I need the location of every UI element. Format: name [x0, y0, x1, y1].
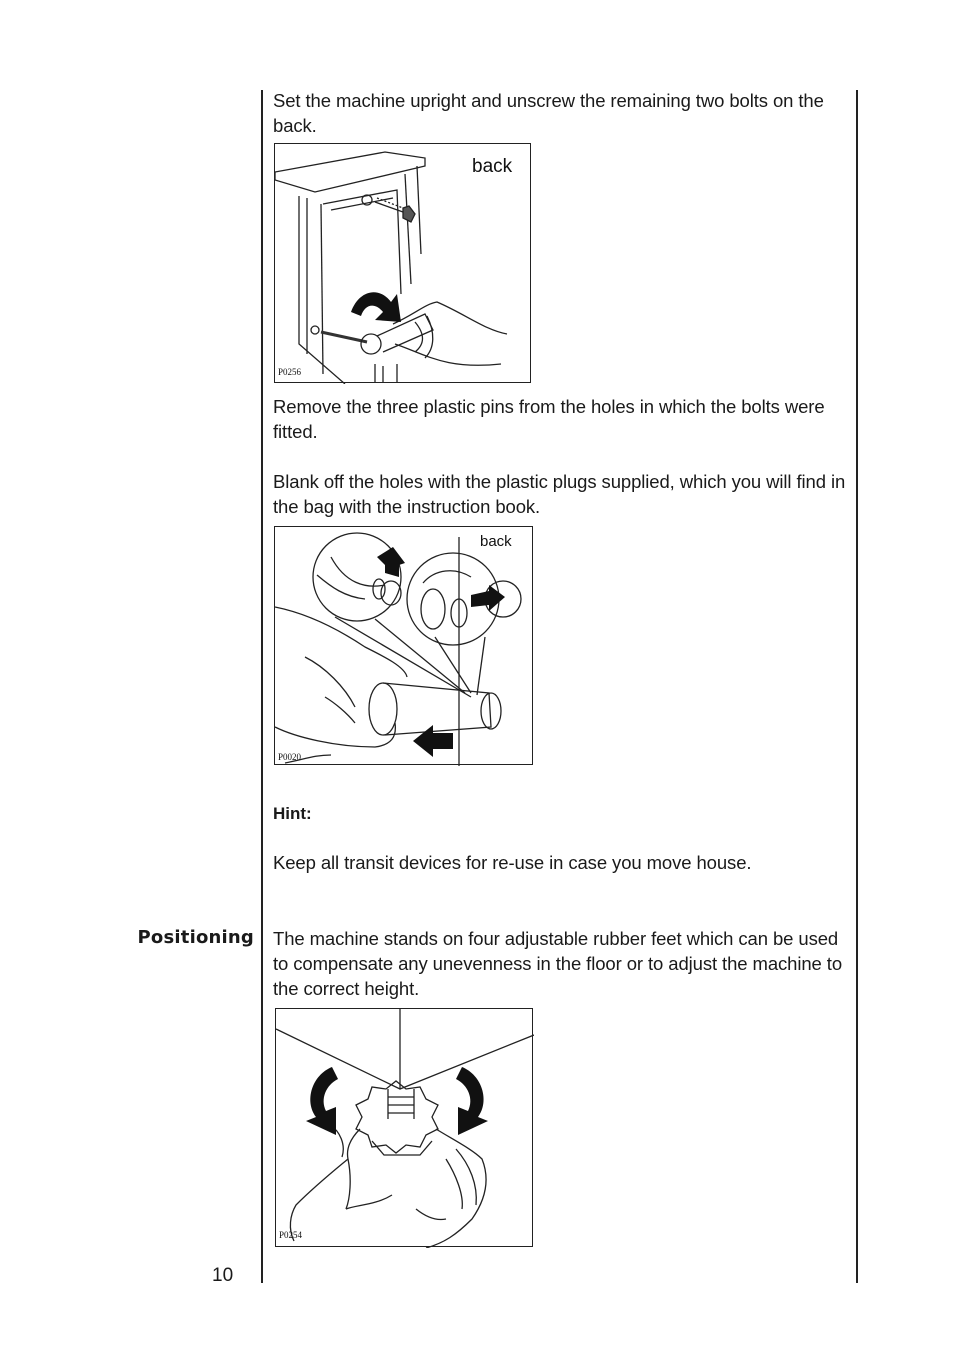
figure-code: P0256 — [278, 367, 302, 377]
left-margin-rule — [261, 90, 263, 1283]
paragraph-hint-text: Keep all transit devices for re-use in case you move house. — [273, 852, 752, 873]
paragraph-adjustable-feet: The machine stands on four adjustable rubber feet which can be used to compensate any unevenness in the floor or to adjust the machine to the correct height. — [273, 928, 843, 999]
paragraph-blank-holes: Blank off the holes with the plastic plugs supplied, which you will find in the bag with the instruction book. — [273, 471, 846, 517]
right-margin-rule — [856, 90, 858, 1283]
adjustable-foot-illustration — [276, 1009, 534, 1248]
figure-label-back: back — [480, 533, 512, 550]
figure-unscrew-back-bolts — [274, 143, 531, 383]
figure-code: P0254 — [279, 1230, 303, 1240]
figure-insert-plastic-plugs — [274, 526, 533, 765]
wrench-bolt-illustration — [275, 144, 532, 384]
figure-adjust-feet — [275, 1008, 533, 1247]
section-heading-positioning: Positioning — [137, 927, 254, 948]
page-number: 10 — [212, 1265, 234, 1286]
hint-label: Hint: — [273, 804, 312, 823]
figure-label-back: back — [472, 156, 513, 177]
plug-insertion-illustration — [275, 527, 534, 766]
figure-code: P0020 — [278, 752, 302, 762]
paragraph-remove-pins: Remove the three plastic pins from the holes in which the bolts were fitted. — [273, 396, 825, 442]
paragraph-unscrew-bolts: Set the machine upright and unscrew the remaining two bolts on the back. — [273, 90, 824, 136]
